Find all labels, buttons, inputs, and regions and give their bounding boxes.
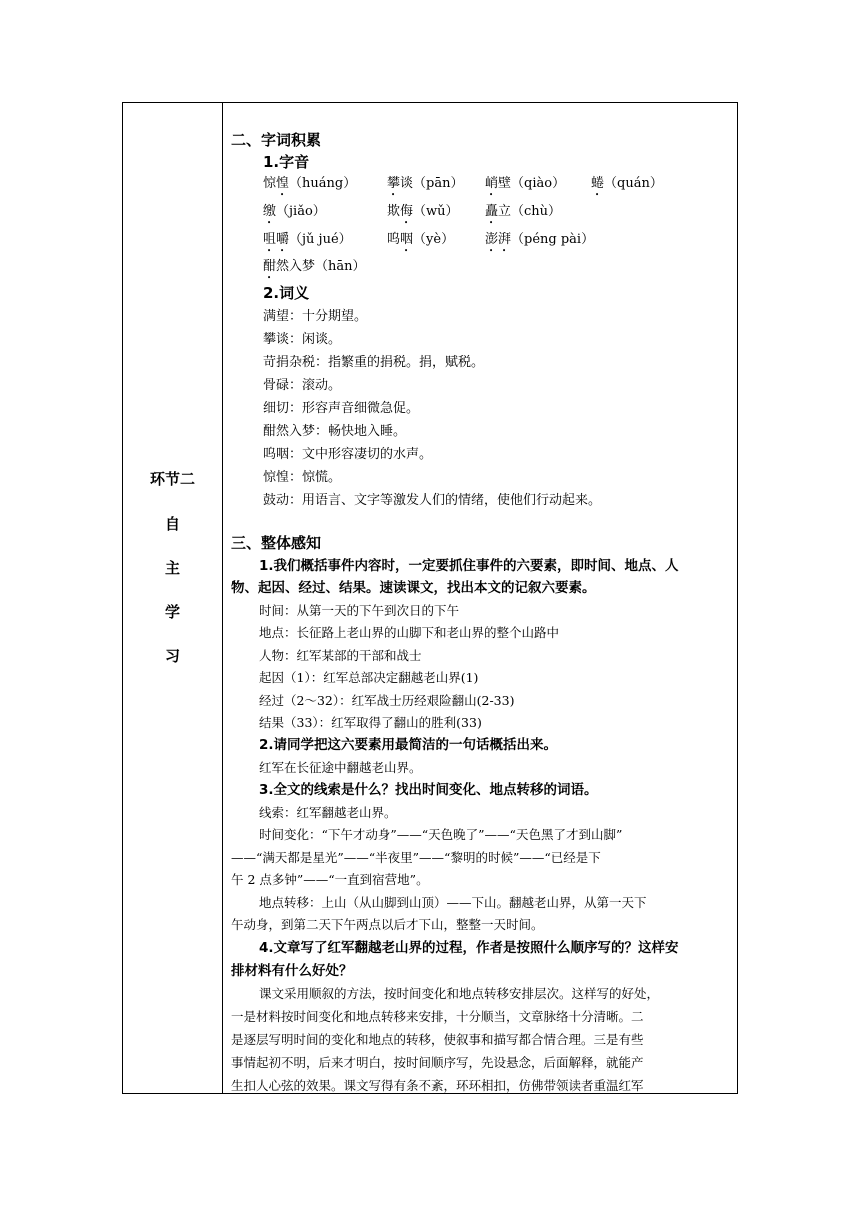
element-line: 起因（1）：红军总部决定翻越老山界(1) — [259, 670, 479, 685]
answer-2: 红军在长征途中翻越老山界。 — [259, 760, 422, 775]
answer-3-time: ——“满天都是星光”——“半夜里”——“黎明的时候”——“已经是下 — [231, 850, 601, 865]
pron-item: 咀嚼（jǔ jué） — [263, 232, 352, 247]
column-divider — [222, 103, 223, 1093]
section-label-char: 习 — [164, 647, 180, 665]
meaning-line: 满望：十分期望。 — [263, 309, 368, 324]
meaning-line: 呜咽：文中形容凄切的水声。 — [263, 447, 433, 462]
answer-3-place: 午动身，到第二天下午两点以后才下山，整整一天时间。 — [231, 917, 544, 932]
element-line: 时间：从第一天的下午到次日的下午 — [259, 603, 460, 618]
meaning-line: 酣然入梦：畅快地入睡。 — [263, 424, 407, 439]
element-line: 经过（2～32）：红军战士历经艰险翻山(2-33) — [259, 693, 515, 708]
pron-item: 矗立（chù） — [485, 204, 562, 219]
lesson-table — [122, 102, 738, 1094]
section-label: 环节二 — [149, 470, 195, 488]
answer-3-time: 午 2 点多钟”——“一直到宿营地”。 — [231, 872, 429, 887]
meaning-line: 攀谈：闲谈。 — [263, 332, 342, 347]
vocab-heading: 二、字词积累 — [231, 131, 322, 149]
question-1: 1.我们概括事件内容时，一定要抓住事件的六要素，即时间、地点、人 — [259, 558, 679, 574]
meaning-line: 细切：形容声音细微急促。 — [263, 401, 420, 416]
answer-3-time: 时间变化：“下午才动身”——“天色晚了”——“天色黑了才到山脚” — [259, 827, 623, 842]
pronunciation-title: 1.字音 — [263, 153, 310, 171]
answer-4-line: 是逐层写明时间的变化和地点的转移，使叙事和描写都合情合理。三是有些 — [231, 1032, 644, 1047]
pron-item: 蜷（quán） — [591, 176, 663, 191]
pron-item: 缴（jiǎo） — [263, 204, 326, 219]
element-line: 人物：红军某部的干部和战士 — [259, 648, 422, 663]
pron-item: 惊惶（huáng） — [263, 176, 357, 191]
pron-item: 呜咽（yè） — [387, 232, 455, 247]
pron-item: 峭壁（qiào） — [485, 176, 566, 191]
meaning-line: 鼓动：用语言、文字等激发人们的情绪，使他们行动起来。 — [263, 493, 602, 508]
pron-item: 攀谈（pān） — [387, 176, 464, 191]
pron-item: 澎湃（péng pài） — [485, 232, 595, 247]
element-line: 地点：长征路上老山界的山脚下和老山界的整个山路中 — [259, 625, 560, 640]
question-4-cont: 排材料有什么好处？ — [231, 963, 353, 979]
answer-4-line: 生扣人心弦的效果。课文写得有条不紊，环环相扣，仿佛带领读者重温红军 — [231, 1078, 644, 1093]
pron-item: 欺侮（wǔ） — [387, 204, 459, 219]
question-4: 4.文章写了红军翻越老山界的过程，作者是按照什么顺序写的？这样安 — [259, 940, 679, 956]
question-3: 3.全文的线索是什么？找出时间变化、地点转移的词语。 — [259, 782, 598, 798]
question-2: 2.请同学把这六要素用最简洁的一句话概括出来。 — [259, 737, 558, 753]
section-label-cell — [123, 103, 222, 1093]
question-1-cont: 物、起因、经过、结果。速读课文，找出本文的记叙六要素。 — [231, 580, 596, 596]
answer-4-line: 事情起初不明，后来才明白，按时间顺序写，先设悬念，后面解释，就能产 — [231, 1055, 644, 1070]
meaning-line: 苛捐杂税：指繁重的捐税。捐，赋税。 — [263, 355, 485, 370]
answer-3-place: 地点转移：上山（从山脚到山顶）——下山。翻越老山界，从第一天下 — [259, 895, 647, 910]
section-label-char: 主 — [164, 559, 180, 577]
section-label-char: 学 — [164, 603, 180, 621]
overall-heading: 三、整体感知 — [231, 534, 322, 552]
meaning-title: 2.词义 — [263, 284, 310, 302]
meaning-line: 骨碌：滚动。 — [263, 378, 342, 393]
answer-4-line: 课文采用顺叙的方法，按时间变化和地点转移安排层次。这样写的好处， — [259, 986, 660, 1001]
pron-item: 酣然入梦（hān） — [263, 259, 366, 274]
element-line: 结果（33）：红军取得了翻山的胜利(33) — [259, 715, 482, 730]
answer-4-line: 一是材料按时间变化和地点转移来安排，十分顺当，文章脉络十分清晰。二 — [231, 1009, 644, 1024]
meaning-line: 惊惶：惊慌。 — [263, 470, 342, 485]
answer-3-clue: 线索：红军翻越老山界。 — [259, 805, 397, 820]
section-label-char: 自 — [164, 515, 180, 533]
